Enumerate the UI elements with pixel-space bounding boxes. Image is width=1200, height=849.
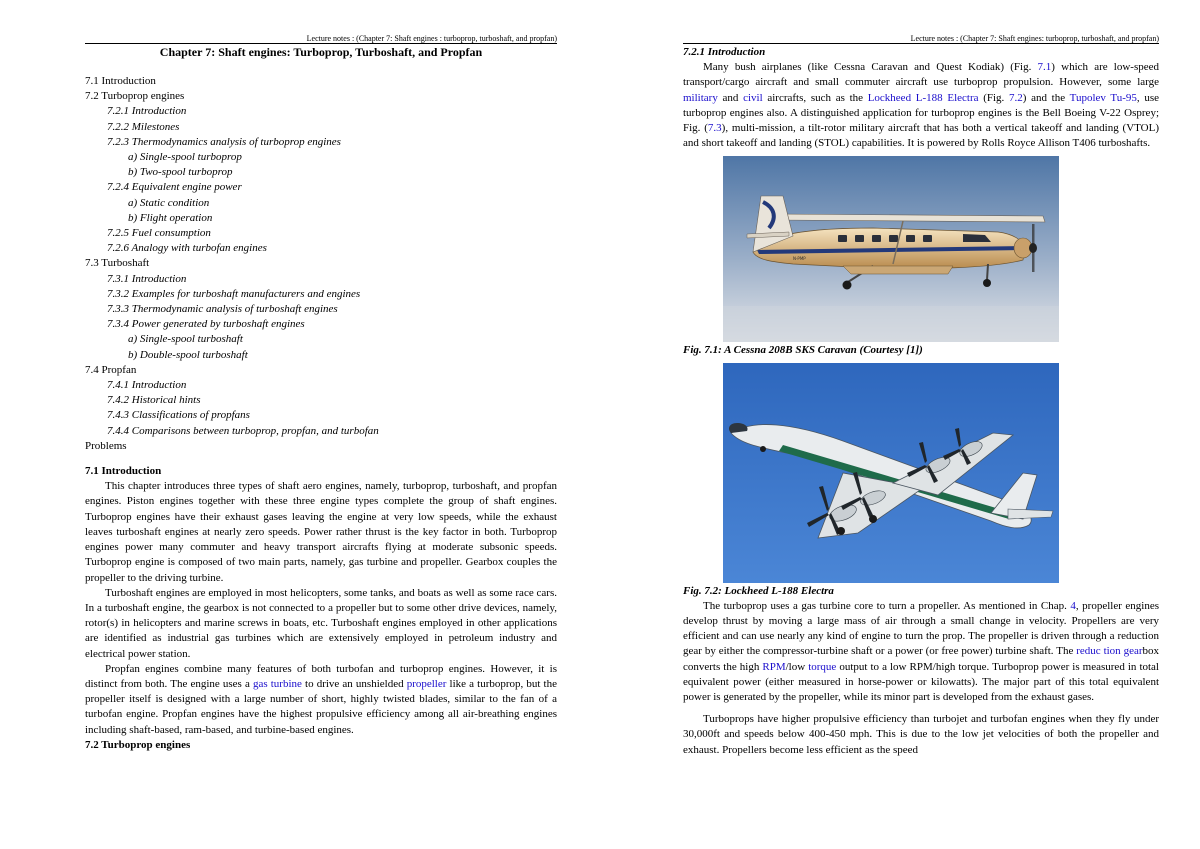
chapter-title: Chapter 7: Shaft engines: Turboprop, Turboshaft, and Propfan [159, 45, 483, 59]
toc-item[interactable]: 7.3 Turboshaft [85, 257, 150, 270]
table-of-contents [85, 74, 557, 454]
toc-item[interactable]: 7.4 Propfan [85, 363, 137, 376]
section-heading-7-2: 7.2 Turboprop engines [85, 738, 191, 751]
figure-7-2 [683, 363, 1159, 599]
link-fig-7-3[interactable]: 7.3 [707, 122, 722, 135]
toc-item[interactable]: a) Single-spool turboprop [128, 151, 242, 164]
header-rule [85, 43, 557, 44]
text-run: aircrafts, such as the [762, 91, 868, 104]
figure-caption: Fig. 7.1: A Cessna 208B SKS Caravan (Courtesy [1]) [683, 344, 923, 357]
toc-item[interactable]: 7.2 Turboprop engines [85, 90, 185, 103]
text-run: ) and the [1022, 91, 1070, 104]
toc-item[interactable]: 7.3.4 Power generated by turboshaft engines [107, 318, 305, 331]
right-column [683, 45, 1159, 758]
paragraph [85, 662, 557, 738]
right-page [600, 0, 1200, 849]
link-lockheed-electra[interactable]: Lockheed L-188 Electra [867, 91, 979, 104]
toc-item[interactable]: a) Static condition [128, 196, 210, 209]
text-run: Many bush airplanes (like Cessna Caravan and Quest Kodiak) (Fig. [703, 61, 1038, 74]
text-run: , use turboprop engines also. A distinguished application for turboprop engines is the Bell Boeing V-22 Osprey; Fig. ( [683, 91, 1159, 135]
header-rule [683, 43, 1159, 44]
cessna-illustration [723, 156, 1059, 342]
link-torque[interactable]: torque [808, 660, 837, 673]
link-fig-7-1[interactable]: 7.1 [1037, 61, 1052, 74]
paragraph: Turboshaft engines are employed in most helicopters, some tanks, and boats as well as some race cars. In a turboshaft engine, the gearbox is not connected to a propeller but to some other drive devices, namely, rotor(s) in helicopters and marine screws in boats, etc. Turboshaft engines employed in other applications are identified as industrial gas turbines which are extensively employed in petroleum industry and electrical power station. [85, 586, 557, 660]
toc-item[interactable]: 7.4.2 Historical hints [107, 394, 201, 407]
text-run: ) which are low-speed transport/cargo aircraft and small commuter aircraft use turboprop propulsion. However, some large [683, 61, 1160, 89]
toc-item[interactable]: 7.4.4 Comparisons between turboprop, propfan, and turbofan [107, 424, 379, 437]
toc-item[interactable]: Problems [85, 439, 127, 452]
link-fig-7-2[interactable]: 7.2 [1008, 91, 1023, 104]
link-propeller[interactable]: propeller [406, 677, 447, 690]
toc-item[interactable]: 7.2.4 Equivalent engine power [107, 181, 242, 194]
toc-item[interactable]: 7.2.2 Milestones [107, 120, 180, 133]
tail-code: N-PMP [793, 256, 806, 262]
running-head: Lecture notes : (Chapter 7: Shaft engines: turboprop, turboshaft, and propfan) [910, 34, 1159, 43]
link-civil[interactable]: civil [743, 91, 763, 104]
running-head: Lecture notes : (Chapter 7: Shaft engines : turboprop, turboshaft, and propfan) [306, 34, 557, 43]
lockheed-electra-photo [723, 363, 1059, 583]
toc-item[interactable]: 7.4.1 Introduction [107, 379, 187, 392]
text-run: ), multi-mission, a tilt-rotor military aircraft that has both a vertical takeoff and landing (VTOL) and short takeoff and landing (STOL) capabilities. It is powered by Rolls Royce Allison T406 turboshafts. [683, 122, 1159, 150]
paragraph: This chapter introduces three types of shaft aero engines, namely, turboprop, turboshaft, and propfan engines. Piston engines together with these three engine types complete the group of shaft engines. Turboprop engines have their exhaust gases leaving the engine at very low speeds, while the exhaust leaves turboshaft engines at nearly zero speeds. Power rather thrust is the key factor in both. Turboprop engines power many commuter and heavy transport aircrafts flying at moderate subsonic speeds. Turboprop engine is composed of two main parts, namely, gas turbine and propeller. Gearbox couples the propeller to the driving turbine. [85, 480, 557, 584]
subsection-heading-7-2-1: 7.2.1 Introduction [683, 46, 766, 58]
paragraph [683, 599, 1159, 705]
cessna-caravan-photo [723, 156, 1059, 342]
toc-item[interactable]: 7.2.6 Analogy with turbofan engines [107, 242, 267, 255]
toc-item[interactable]: 7.1 Introduction [85, 75, 156, 87]
text-run: and [717, 91, 744, 104]
toc-item[interactable]: 7.3.3 Thermodynamic analysis of turboshaft engines [107, 303, 338, 316]
link-military[interactable]: military [683, 91, 718, 104]
toc-item[interactable]: b) Double-spool turboshaft [128, 348, 248, 361]
text-run: output to a low RPM/high torque. Turboprop power is measured in total equivalent power (either measured in horse-power or kilowatts). The major part of this total equivalent power is generated by the propeller, while its minor part is developed from the exhaust gases. [683, 660, 1159, 704]
link-gas-turbine[interactable]: gas turbine [252, 677, 302, 690]
text-run: Propfan engines combine many features of both turbofan and turboprop engines. However, it is distinct from both. The engine uses a [85, 662, 557, 690]
figure-7-1 [683, 156, 1159, 358]
paragraph [683, 60, 1159, 151]
text-run: box converts the high [683, 645, 1159, 673]
toc-item[interactable]: a) Single-spool turboshaft [128, 333, 243, 346]
left-column [85, 45, 557, 753]
link-reduction-gear[interactable]: reduc tion gear [1076, 645, 1143, 658]
electra-illustration [723, 363, 1059, 583]
toc-item[interactable]: 7.2.5 Fuel consumption [107, 227, 211, 240]
text-run: The turboprop uses a gas turbine core to turn a propeller. As mentioned in Chap. [703, 599, 1071, 612]
link-rpm[interactable]: RPM [762, 660, 786, 673]
figure-caption: Fig. 7.2: Lockheed L-188 Electra [683, 584, 834, 597]
toc-item[interactable]: 7.3.1 Introduction [107, 272, 187, 285]
link-chap-4[interactable]: 4 [1070, 599, 1076, 612]
toc-item[interactable]: b) Flight operation [128, 211, 213, 224]
text-run: /low [785, 660, 809, 673]
toc-item[interactable]: b) Two-spool turboprop [128, 166, 233, 179]
toc-item[interactable]: 7.2.3 Thermodynamics analysis of turboprop engines [107, 135, 341, 148]
text-run: (Fig. [978, 91, 1009, 104]
toc-item[interactable]: 7.3.2 Examples for turboshaft manufacturers and engines [107, 287, 361, 300]
text-run: , propeller engines develop thrust by moving a large mass of air through a small change in velocity. Propellers are very efficient and can use nearly any kind of engine to turn the prop. The propeller is driven through a reduction gear by either the compressor-turbine shaft or a power (or free power) turbine shaft. The [683, 599, 1159, 658]
link-tupolev[interactable]: Tupolev Tu-95 [1069, 91, 1137, 104]
paragraph: Turboprops have higher propulsive efficiency than turbojet and turbofan engines when they fly under 30,000ft and speeds below 400-450 mph. This is due to the low jet velocities of both the propeller and exhaust. Propellers become less efficient as the speed [683, 713, 1159, 756]
text-run: like a turboprop, but the propeller itself is designed with a large number of short, highly twisted blades, similar to the fan of a turbofan engine. Propfan engines have the highest propulsive efficiency among all air-breathing engines including shaft-based, ram-based, and turbine-based engines. [85, 677, 557, 736]
text-run: to drive an unshielded [301, 677, 407, 690]
toc-item[interactable]: 7.4.3 Classifications of propfans [107, 409, 250, 422]
toc-item[interactable]: 7.2.1 Introduction [107, 105, 187, 118]
section-heading-7-1: 7.1 Introduction [85, 465, 162, 478]
